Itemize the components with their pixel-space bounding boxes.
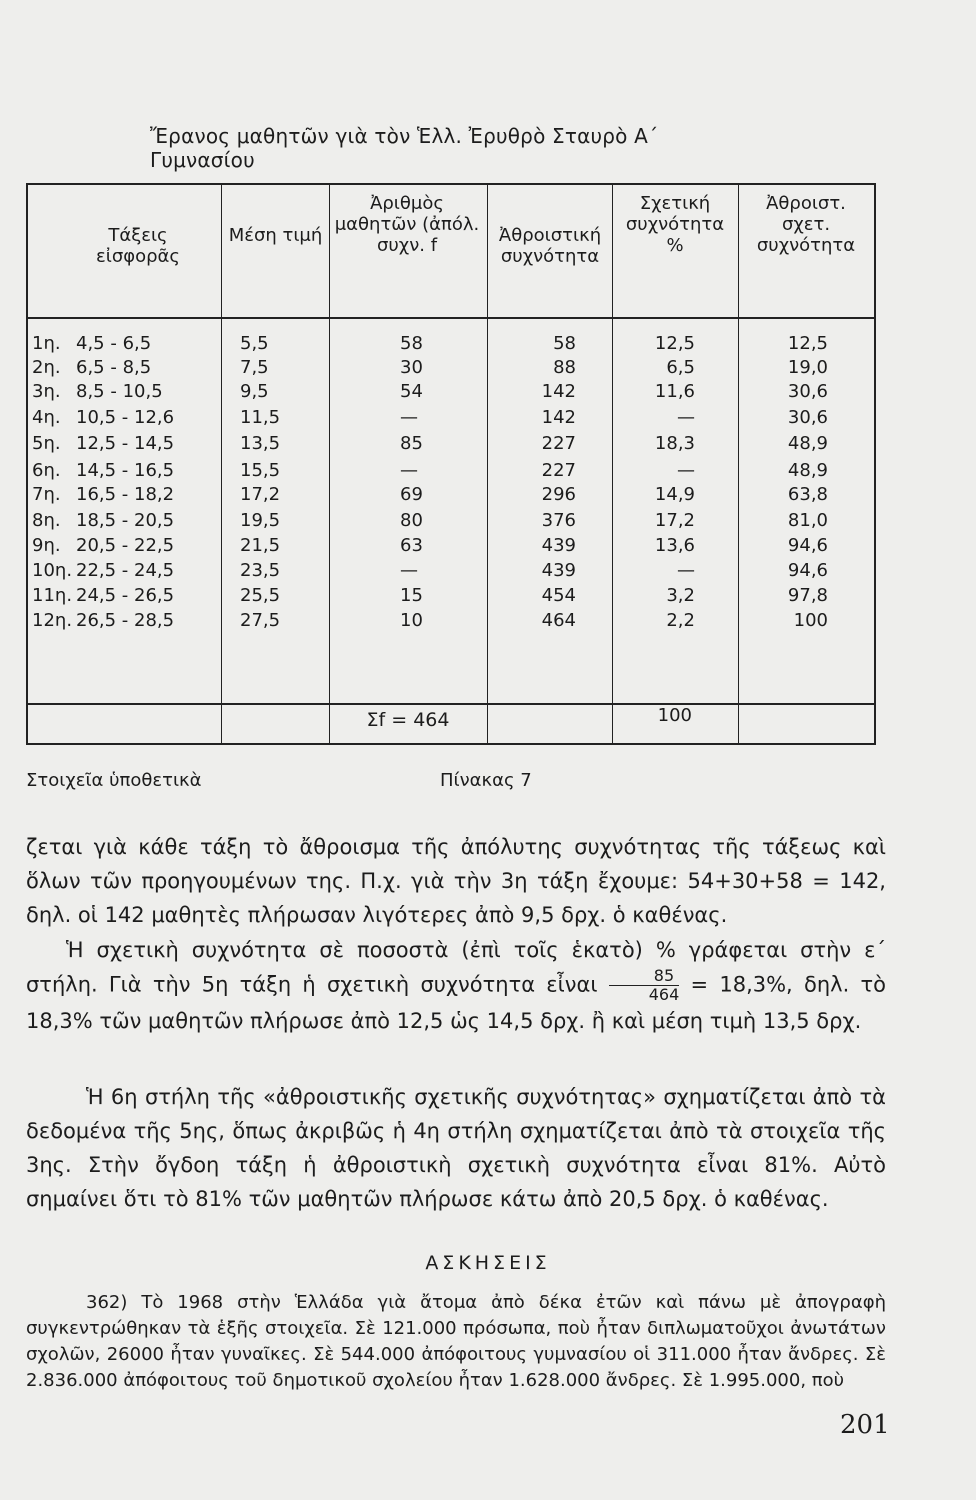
- header-cum-rel-freq: Ἀθροιστ. σχετ. συχνότητα: [756, 193, 856, 256]
- header-cum-freq: Ἀθροιστική συχνότητα: [498, 225, 602, 267]
- row-cum-rel-freq: 12,5: [787, 333, 828, 354]
- row-class-number: 7η.: [32, 484, 61, 505]
- row-mean: 25,5: [240, 585, 281, 606]
- row-cum-freq: 58: [553, 333, 576, 354]
- page-number: 201: [840, 1410, 890, 1440]
- row-cum-freq: 142: [541, 407, 576, 428]
- row-rel-freq: 17,2: [654, 510, 695, 531]
- row-cum-freq: 454: [541, 585, 576, 606]
- row-abs-freq: —: [400, 407, 418, 428]
- row-class-number: 3η.: [32, 381, 61, 402]
- row-class-number: 6η.: [32, 460, 61, 481]
- row-range: 6,5 - 8,5: [76, 357, 152, 378]
- header-rel-freq: Σχετική συχνότητα %: [625, 193, 725, 256]
- row-class-number: 4η.: [32, 407, 61, 428]
- row-mean: 5,5: [240, 333, 269, 354]
- row-class-number: 2η.: [32, 357, 61, 378]
- paragraph-2: Ἡ σχετικὴ συχνότητα σὲ ποσοστὰ (ἐπὶ τοῖς ἑκατὸ) % γράφεται στὴν ε΄ στήλη. Γιὰ τὴν 5η τάξη ἡ σχετικὴ συχνότητα εἶναι $\frac{85}{464}$ = 18,3%, δηλ. τὸ 18,3% τῶν μαθητῶν πλήρωσε ἀπὸ 12,5 ὡς 14,5 δρχ. ἢ καὶ μέση τιμὴ 13,5 δρχ.: [26, 938, 886, 1033]
- row-cum-freq: 227: [541, 460, 576, 481]
- column-divider: [221, 185, 222, 743]
- row-range: 16,5 - 18,2: [76, 484, 175, 505]
- row-rel-freq: 3,2: [666, 585, 695, 606]
- header-abs-freq: Ἀριθμὸς μαθητῶν (ἀπόλ. συχν. f: [334, 193, 480, 256]
- total-divider: [28, 703, 874, 705]
- row-cum-rel-freq: 81,0: [787, 510, 828, 531]
- row-rel-freq: 2,2: [666, 610, 695, 631]
- row-abs-freq: 30: [400, 357, 423, 378]
- row-range: 22,5 - 24,5: [76, 560, 175, 581]
- row-rel-freq: —: [677, 407, 695, 428]
- table-number: Πίνακας 7: [440, 770, 532, 791]
- row-rel-freq: 18,3: [654, 433, 695, 454]
- row-range: 10,5 - 12,6: [76, 407, 175, 428]
- row-rel-freq: 6,5: [666, 357, 695, 378]
- row-rel-freq: —: [677, 460, 695, 481]
- row-class-number: 10η.: [32, 560, 73, 581]
- row-abs-freq: 58: [400, 333, 423, 354]
- row-abs-freq: —: [400, 560, 418, 581]
- header-divider: [28, 317, 874, 319]
- row-abs-freq: 85: [400, 433, 423, 454]
- column-divider: [738, 185, 739, 743]
- row-cum-rel-freq: 30,6: [787, 381, 828, 402]
- row-cum-freq: 142: [541, 381, 576, 402]
- row-cum-freq: 227: [541, 433, 576, 454]
- row-cum-rel-freq: 19,0: [787, 357, 828, 378]
- row-abs-freq: 54: [400, 381, 423, 402]
- row-cum-rel-freq: 94,6: [787, 560, 828, 581]
- row-abs-freq: —: [400, 460, 418, 481]
- row-range: 8,5 - 10,5: [76, 381, 163, 402]
- row-cum-rel-freq: 97,8: [787, 585, 828, 606]
- row-mean: 7,5: [240, 357, 269, 378]
- row-cum-freq: 376: [541, 510, 576, 531]
- header-classes: Τάξεις εἰσφορᾶς: [96, 225, 180, 267]
- sum-f: Σf = 464: [366, 709, 450, 731]
- row-cum-freq: 88: [553, 357, 576, 378]
- row-class-number: 8η.: [32, 510, 61, 531]
- row-cum-rel-freq: 48,9: [787, 433, 828, 454]
- row-mean: 9,5: [240, 381, 269, 402]
- row-cum-rel-freq: 48,9: [787, 460, 828, 481]
- row-rel-freq: 11,6: [654, 381, 695, 402]
- row-range: 14,5 - 16,5: [76, 460, 175, 481]
- row-cum-freq: 439: [541, 560, 576, 581]
- row-range: 4,5 - 6,5: [76, 333, 152, 354]
- row-mean: 17,2: [240, 484, 281, 505]
- row-abs-freq: 10: [400, 610, 423, 631]
- row-abs-freq: 63: [400, 535, 423, 556]
- row-class-number: 12η.: [32, 610, 73, 631]
- paragraph-1: ζεται γιὰ κάθε τάξη τὸ ἄθροισμα τῆς ἀπόλυτης συχνότητας τῆς τάξεως καὶ ὅλων τῶν προηγουμένων της. Π.χ. γιὰ τὴν 3η τάξη ἔχουμε: 54+30+58 = 142, δηλ. οἱ 142 μαθητὲς πλήρωσαν λιγότερες ἀπὸ 9,5 δρχ. ὁ καθένας.: [26, 835, 886, 927]
- column-divider: [329, 185, 330, 743]
- row-cum-rel-freq: 94,6: [787, 535, 828, 556]
- column-divider: [612, 185, 613, 743]
- row-range: 26,5 - 28,5: [76, 610, 175, 631]
- row-class-number: 1η.: [32, 333, 61, 354]
- row-cum-rel-freq: 100: [793, 610, 828, 631]
- row-class-number: 5η.: [32, 433, 61, 454]
- row-abs-freq: 80: [400, 510, 423, 531]
- row-mean: 19,5: [240, 510, 281, 531]
- row-range: 18,5 - 20,5: [76, 510, 175, 531]
- row-mean: 15,5: [240, 460, 281, 481]
- row-class-number: 9η.: [32, 535, 61, 556]
- row-mean: 11,5: [240, 407, 281, 428]
- row-range: 24,5 - 26,5: [76, 585, 175, 606]
- exercises-heading: ΑΣΚΗΣΕΙΣ: [425, 1252, 551, 1274]
- header-mean: Μέση τιμή: [228, 225, 323, 246]
- fraction: $\frac{85}{464}$: [609, 967, 680, 1004]
- row-cum-freq: 464: [541, 610, 576, 631]
- row-mean: 27,5: [240, 610, 281, 631]
- row-abs-freq: 15: [400, 585, 423, 606]
- frequency-table: [26, 183, 876, 745]
- row-cum-rel-freq: 63,8: [787, 484, 828, 505]
- row-rel-freq: 14,9: [654, 484, 695, 505]
- row-rel-freq: 13,6: [654, 535, 695, 556]
- table-caption: Ἔρανος μαθητῶν γιὰ τὸν Ἑλλ. Ἐρυθρὸ Σταυρὸ Α΄ Γυμνασίου: [150, 124, 659, 172]
- exercise-362: 362) Τὸ 1968 στὴν Ἑλλάδα γιὰ ἄτομα ἀπὸ δέκα ἐτῶν καὶ πάνω μὲ ἀπογραφὴ συγκεντρώθηκαν τὰ ἑξῆς στοιχεῖα. Σὲ 121.000 πρόσωπα, ποὺ ἦταν διπλωματοῦχοι ἀνωτάτων σχολῶν, 26000 ἦταν γυναῖκες. Σὲ 544.000 ἀπόφοιτους γυμνασίου οἱ 311.000 ἦταν ἄνδρες. Σὲ 2.836.000 ἀπόφοιτους τοῦ δημοτικοῦ σχολείου ἦταν 1.628.000 ἄνδρες. Σὲ 1.995.000, ποὺ: [26, 1292, 886, 1391]
- row-rel-freq: —: [677, 560, 695, 581]
- row-range: 20,5 - 22,5: [76, 535, 175, 556]
- row-abs-freq: 69: [400, 484, 423, 505]
- sum-rel: 100: [657, 705, 692, 726]
- row-cum-freq: 296: [541, 484, 576, 505]
- row-class-number: 11η.: [32, 585, 73, 606]
- row-rel-freq: 12,5: [654, 333, 695, 354]
- paragraph-3: Ἡ 6η στήλη τῆς «ἀθροιστικῆς σχετικῆς συχνότητας» σχηματίζεται ἀπὸ τὰ δεδομένα τῆς 5ης, ὅπως ἀκριβῶς ἡ 4η στήλη σχηματίζεται ἀπὸ τὰ στοιχεῖα τῆς 3ης. Στὴν ὄγδοη τάξη ἡ ἀθροιστικὴ σχετικὴ συχνότητα εἶναι 81%. Αὐτὸ σημαίνει ὅτι τὸ 81% τῶν μαθητῶν πλήρωσε κάτω ἀπὸ 20,5 δρχ. ὁ καθένας.: [26, 1085, 886, 1211]
- row-cum-rel-freq: 30,6: [787, 407, 828, 428]
- row-range: 12,5 - 14,5: [76, 433, 175, 454]
- row-mean: 21,5: [240, 535, 281, 556]
- row-mean: 13,5: [240, 433, 281, 454]
- data-note: Στοιχεῖα ὑποθετικὰ: [26, 770, 202, 791]
- column-divider: [487, 185, 488, 743]
- row-mean: 23,5: [240, 560, 281, 581]
- row-cum-freq: 439: [541, 535, 576, 556]
